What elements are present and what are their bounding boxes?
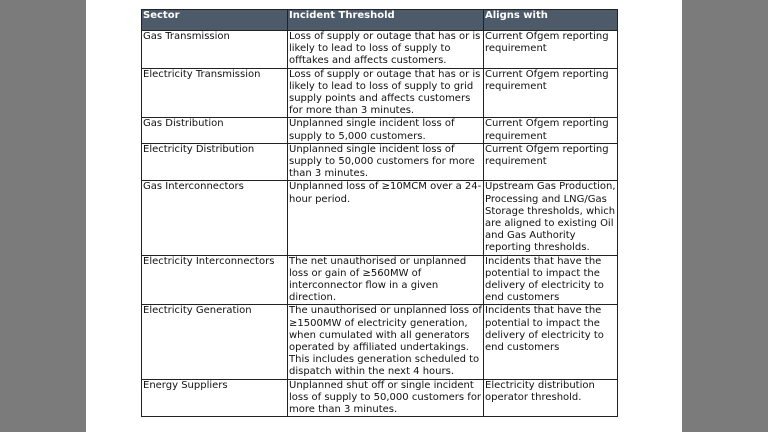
table-row bbox=[142, 31, 618, 69]
threshold-cell: The unauthorised or unplanned loss of ≥1500MW of electricity generation, when cumulated with all generators operated by affiliated undertakings. This includes generation scheduled to dispatch within the next 4 hours. bbox=[289, 305, 482, 378]
threshold-cell: Loss of supply or outage that has or is likely to lead to loss of supply to grid supply points and affects customers for more than 3 minutes. bbox=[288, 68, 484, 118]
header-aligns-with: Aligns with bbox=[484, 10, 618, 31]
table-row bbox=[142, 305, 618, 379]
table-header-row bbox=[142, 10, 618, 31]
sector-cell: Gas Distribution bbox=[142, 118, 288, 143]
aligns-cell: Current Ofgem reporting requirement bbox=[484, 68, 618, 118]
table-row bbox=[142, 379, 618, 417]
sector-cell: Electricity Interconnectors bbox=[142, 255, 288, 305]
threshold-cell: Loss of supply or outage that has or is likely to lead to loss of supply to offtakes and affects customers. bbox=[288, 31, 484, 69]
aligns-cell: Incidents that have the potential to impact the delivery of electricity to end customers bbox=[484, 305, 618, 379]
header-incident-threshold: Incident Threshold bbox=[288, 10, 484, 31]
table-row bbox=[142, 255, 618, 305]
threshold-cell: Unplanned single incident loss of supply to 5,000 customers. bbox=[288, 118, 484, 143]
threshold-cell: Unplanned shut off or single incident loss of supply to 50,000 customers for more than 3 minutes. bbox=[288, 379, 484, 417]
table-row bbox=[142, 143, 618, 181]
table-row bbox=[142, 118, 618, 143]
threshold-cell: Unplanned single incident loss of supply to 50,000 customers for more than 3 minutes. bbox=[288, 143, 484, 181]
sector-cell: Gas Interconnectors bbox=[142, 181, 288, 255]
table-row bbox=[142, 181, 618, 255]
sector-cell: Energy Suppliers bbox=[142, 379, 288, 417]
sector-cell: Electricity Distribution bbox=[142, 143, 288, 181]
header-sector: Sector bbox=[142, 10, 288, 31]
aligns-cell: Incidents that have the potential to impact the delivery of electricity to end customers bbox=[484, 255, 618, 305]
aligns-cell: Upstream Gas Production, Processing and LNG/Gas Storage thresholds, which are aligned to existing Oil and Gas Authority reporting thresholds. bbox=[485, 181, 616, 254]
document-page bbox=[86, 0, 682, 432]
sector-cell: Electricity Transmission bbox=[142, 68, 288, 118]
table-row bbox=[142, 68, 618, 118]
aligns-cell: Current Ofgem reporting requirement bbox=[484, 31, 618, 69]
aligns-cell: Current Ofgem reporting requirement bbox=[484, 118, 618, 143]
aligns-cell: Current Ofgem reporting requirement bbox=[484, 143, 618, 181]
aligns-cell: Electricity distribution operator threshold. bbox=[484, 379, 618, 417]
sector-cell: Electricity Generation bbox=[142, 305, 288, 379]
threshold-cell: The net unauthorised or unplanned loss or gain of ≥560MW of interconnector flow in a given direction. bbox=[288, 255, 484, 305]
incident-threshold-table bbox=[141, 9, 618, 417]
sector-cell: Gas Transmission bbox=[142, 31, 288, 69]
threshold-cell: Unplanned loss of ≥10MCM over a 24-hour period. bbox=[288, 181, 484, 255]
